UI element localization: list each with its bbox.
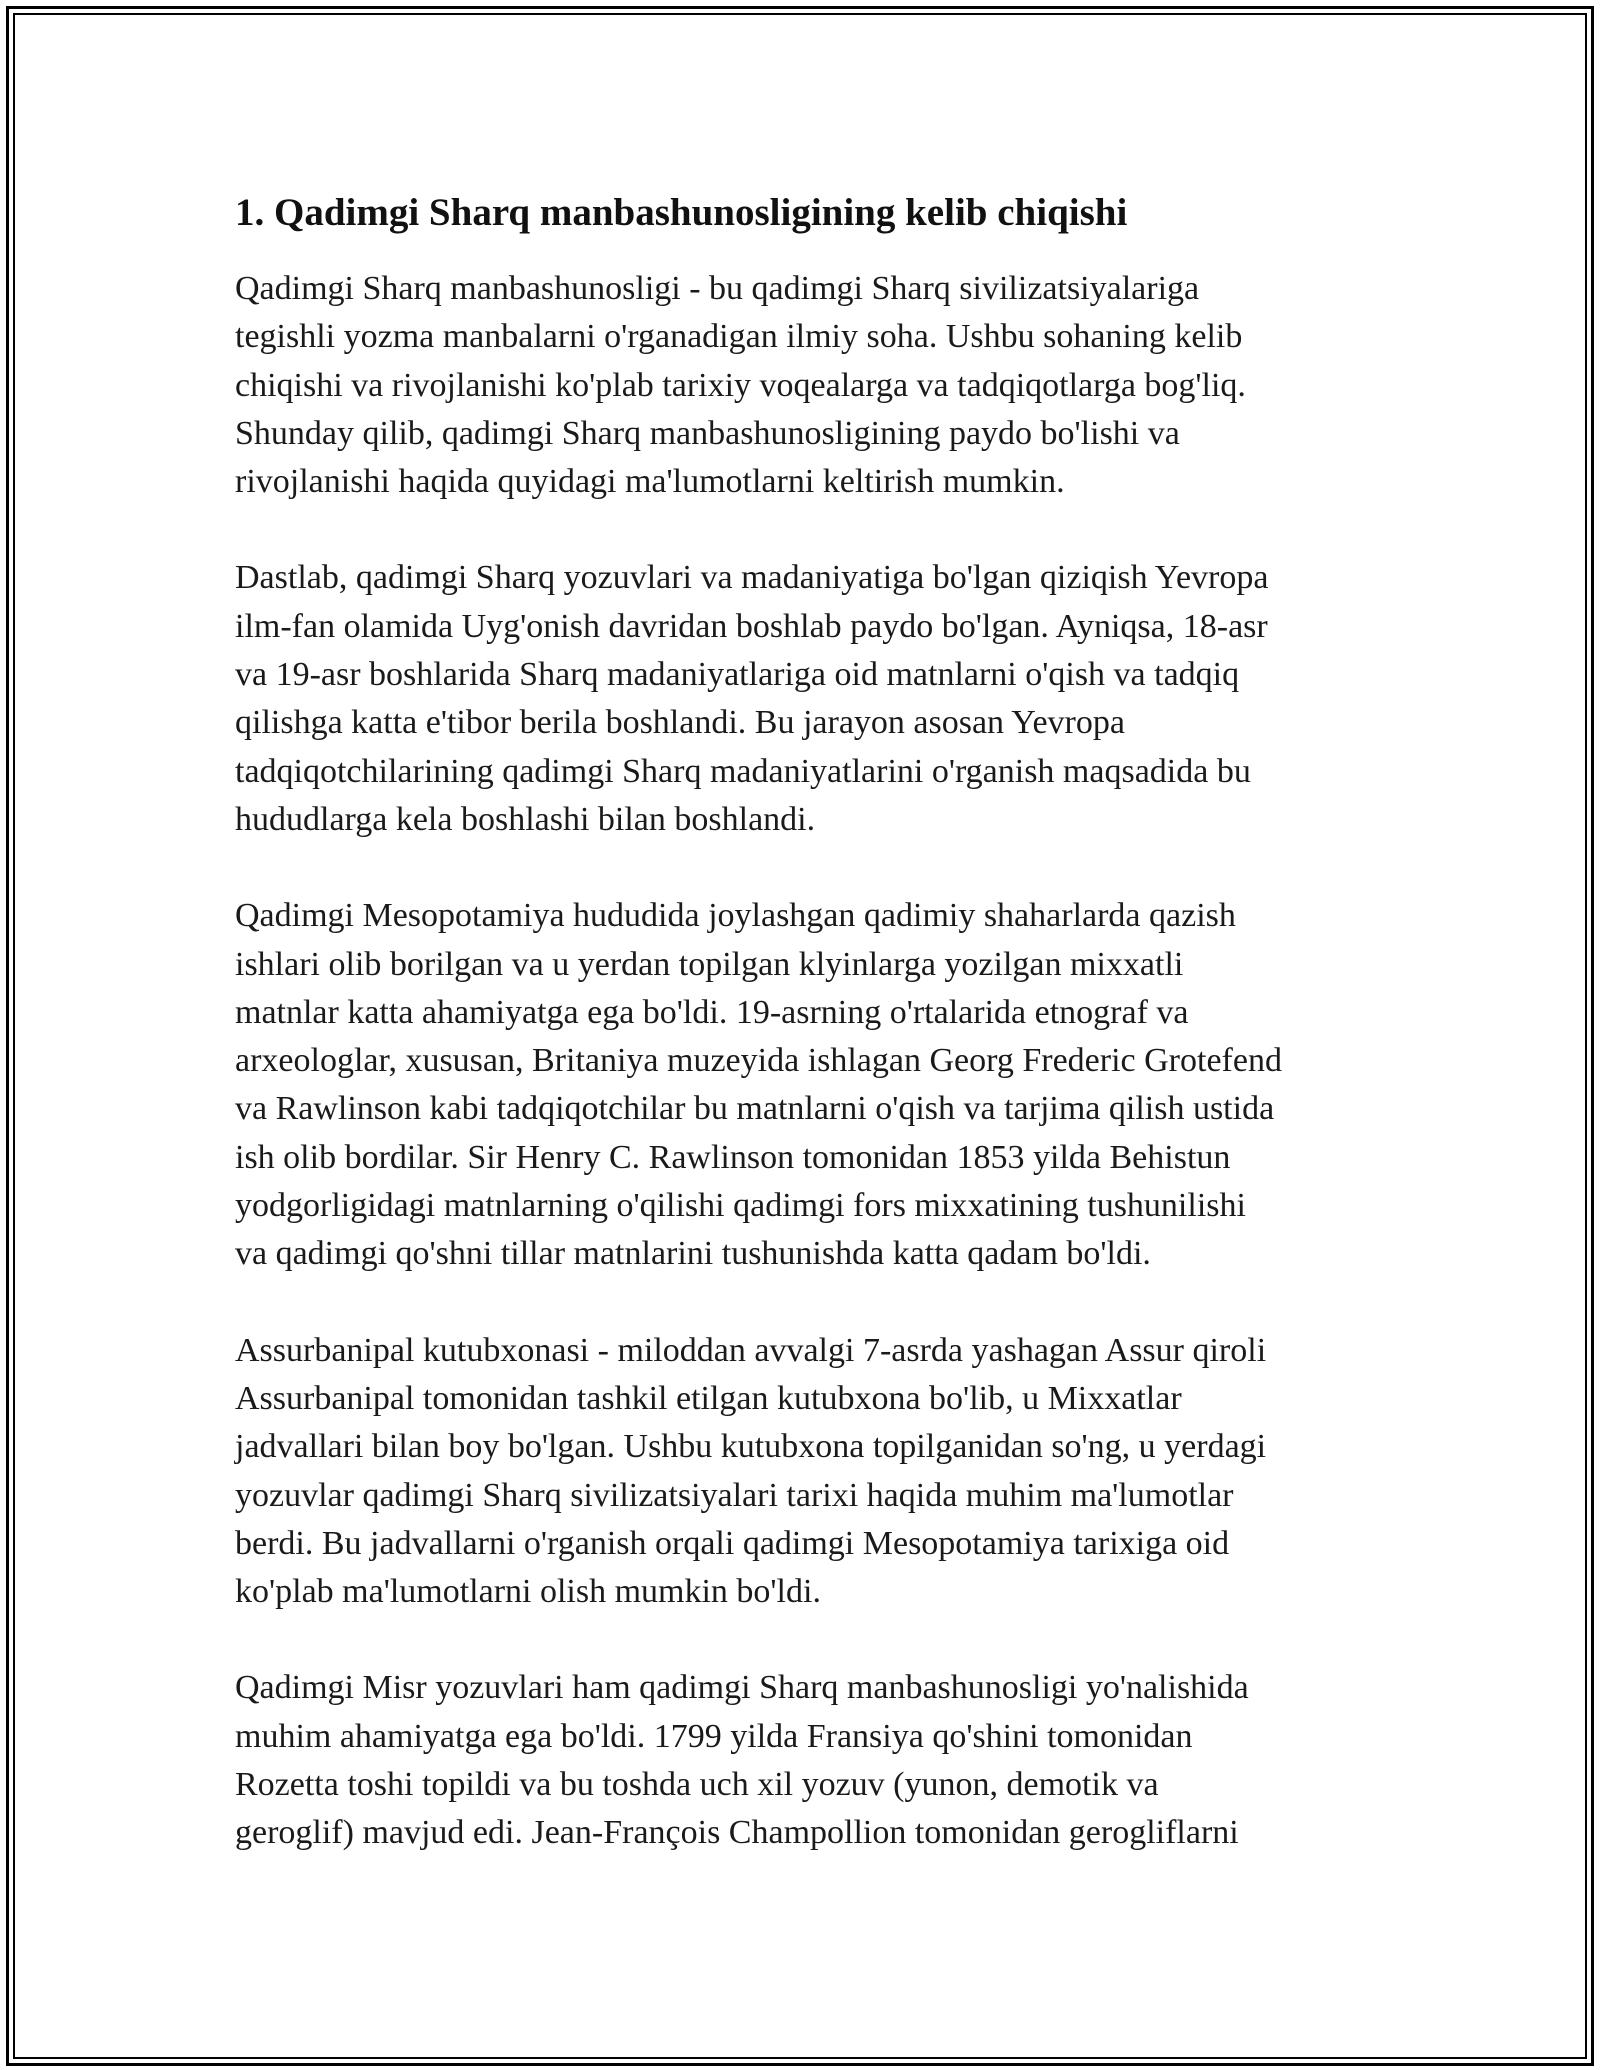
paragraph-4: Assurbanipal kutubxonasi - miloddan avvalgi 7-asrda yashagan Assur qiroli Assurbanipal tomonidan tashkil etilgan kutubxona bo'lib, u Mixxatlar jadvallari bilan boy bo'lgan. Ushbu kutubxona topilganidan so'ng, u yerdagi yozuvlar qadimgi Sharq sivilizatsiyalari tarixi haqida muhim ma'lumotlar berdi. Bu jadvallarni o'rganish orqali qadimgi Mesopotamiya tarixiga oid ko'plab ma'lumotlarni olish mumkin bo'ldi. bbox=[235, 1331, 1267, 1611]
paragraph-5: Qadimgi Misr yozuvlari ham qadimgi Sharq manbashunosligi yo'nalishida muhim ahamiyatga ega bo'ldi. 1799 yilda Fransiya qo'shini tomonidan Rozetta toshi topildi va bu toshda uch xil yozuv (yunon, demotik va geroglif) mavjud edi. Jean-François Champollion tomonidan gerogliflarni bbox=[235, 1669, 1249, 1852]
paragraph-3: Qadimgi Mesopotamiya hududida joylashgan qadimiy shaharlarda qazish ishlari olib borilgan va u yerdan topilgan klyinlarga yozilgan mixxatli matnlar katta ahamiyatga ega bo'ldi. 19-asrning o'rtalarida etnograf va arxeologlar, xususan, Britaniya muzeyida ishlagan Georg Frederic Grotefend va Rawlinson kabi tadqiqotchilar bu matnlarni o'qish va tarjima qilish ustida ish olib bordilar. Sir Henry C. Rawlinson tomonidan 1853 yilda Behistun yodgorligidagi matnlarning o'qilishi qadimgi fors mixxatining tushunilishi va qadimgi qo'shni tillar matnlarini tushunishda katta qadam bo'ldi. bbox=[235, 897, 1282, 1273]
section-title: 1. Qadimgi Sharq manbashunosligining kelib chiqishi bbox=[235, 191, 1128, 234]
paragraph-2: Dastlab, qadimgi Sharq yozuvlari va madaniyatiga bo'lgan qiziqish Yevropa ilm-fan olamida Uyg'onish davridan boshlab paydo bo'lgan. Ayniqsa, 18-asr va 19-asr boshlarida Sharq madaniyatlariga oid matnlarni o'qish va tadqiq qilishga katta e'tibor berila boshlandi. Bu jarayon asosan Yevropa tadqiqotchilarining qadimgi Sharq madaniyatlarini o'rganish maqsadida bu hududlarga kela boshlashi bilan boshlandi. bbox=[235, 559, 1269, 838]
paragraph-1: Qadimgi Sharq manbashunosligi - bu qadimgi Sharq sivilizatsiyalariga tegishli yozma manbalarni o'rganadigan ilmiy soha. Ushbu sohaning kelib chiqishi va rivojlanishi ko'plab tarixiy voqealarga va tadqiqotlarga bog'liq. Shunday qilib, qadimgi Sharq manbashunosligining paydo bo'lishi va rivojlanishi haqida quyidagi ma'lumotlarni keltirish mumkin. bbox=[235, 270, 1246, 501]
document-body bbox=[235, 185, 1375, 1906]
